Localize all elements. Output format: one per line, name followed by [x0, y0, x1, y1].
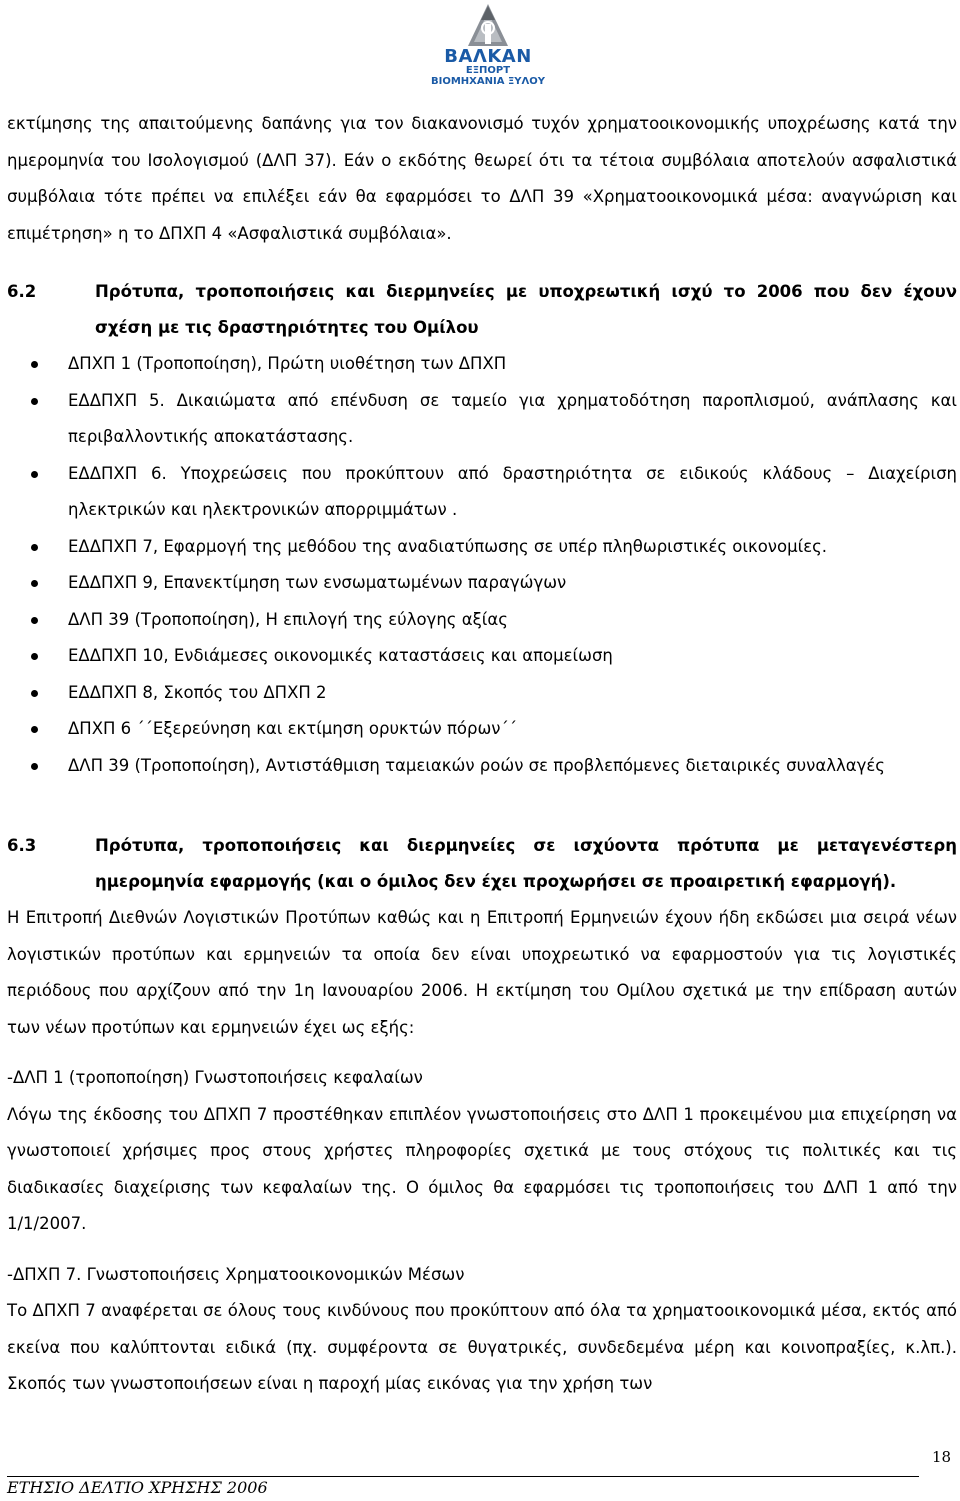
- ifrs7-heading: -ΔΠΧΠ 7. Γνωστοποιήσεις Χρηματοοικονομικών Μέσων: [7, 1264, 465, 1284]
- logo-sub-industry: ΒΙΟΜΗΧΑΝΙΑ ΞΥΛΟΥ: [431, 76, 545, 87]
- bullet-icon: [31, 580, 38, 587]
- bullet-icon: [31, 617, 38, 624]
- logo-sub-export: ΕΞΠΟΡΤ: [465, 65, 511, 76]
- bullet-icon: [31, 361, 38, 368]
- logo-subtitle: [428, 65, 548, 87]
- section-title: Πρότυπα, τροποποιήσεις και διερμηνείες με υποχρεωτική ισχύ το 2006 που δεν έχουν σχέση με τις δραστηριότητες του Ομίλου: [95, 282, 957, 337]
- ifrs7-paragraph: Το ΔΠΧΠ 7 αναφέρεται σε όλους τους κινδύνους που προκύπτουν από όλα τα χρηματοοικονομικά μέσα, εκτός από εκείνα που καλύπτονται ειδικά (πχ. συμφέροντα σε θυγατρικές, συνδεδεμένα μέρη και κοινοπραξίες, κ.λπ.). Σκοπός των γνωστοποιήσεων είναι η παροχή μίας εικόνας για την χρήση των: [7, 1301, 957, 1393]
- intro-paragraph: εκτίμησης της απαιτούμενης δαπάνης για τον διακανονισμό τυχόν χρηματοοικονομικής υποχρέωσης κατά την ημερομηνία του Ισολογισμού (ΔΛΠ 37). Εάν ο εκδότης θεωρεί ότι τα τέτοια συμβόλαια αποτελούν ασφαλιστικά συμβόλαια τότε πρέπει να επιλέξει εάν θα εφαρμόσει το ΔΛΠ 39 «Χρηματοοικονομικά μέσα: αναγνώριση και επιμέτρηση» η το ΔΠΧΠ 4 «Ασφαλιστικά συμβόλαια».: [7, 114, 957, 243]
- list-item: ΔΛΠ 39 (Τροποποίηση), Αντιστάθμιση ταμειακών ροών σε προβλεπόμενες διεταιρικές συναλλαγές: [7, 748, 957, 785]
- list-item: ΔΠΧΠ 6 ΄΄Εξερεύνηση και εκτίμηση ορυκτών πόρων΄΄: [7, 711, 957, 748]
- standards-list: [7, 346, 957, 784]
- section-number: 6.2: [7, 282, 37, 301]
- tree-logo-icon: [458, 2, 518, 48]
- footer-title: ΕΤΗΣΙΟ ΔΕΛΤΙΟ ΧΡΗΣΗΣ 2006: [7, 1478, 268, 1497]
- bullet-icon: [31, 763, 38, 770]
- page-body: [7, 106, 957, 1403]
- list-item: ΕΔΔΠΧΠ 7, Εφαρμογή της μεθόδου της αναδιατύπωσης σε υπέρ πληθωριστικές οικονομίες.: [7, 529, 957, 566]
- bullet-icon: [31, 471, 38, 478]
- logo-brand-name: ΒΑΛΚΑΝ: [444, 46, 532, 67]
- section-title: Πρότυπα, τροποποιήσεις και διερμηνείες σε ισχύοντα πρότυπα με μεταγενέστερη ημερομηνία εφαρμογής (και ο όμιλος δεν έχει προχωρήσει σε προαιρετική εφαρμογή).: [95, 836, 957, 891]
- page-number: 18: [932, 1448, 952, 1466]
- list-item: ΕΔΔΠΧΠ 10, Ενδιάμεσες οικονομικές καταστάσεις και απομείωση: [7, 638, 957, 675]
- list-item: ΕΔΔΠΧΠ 6. Υποχρεώσεις που προκύπτουν από δραστηριότητα σε ειδικούς κλάδους – Διαχείριση ηλεκτρικών και ηλεκτρονικών απορριμμάτων .: [7, 456, 957, 529]
- bullet-icon: [31, 690, 38, 697]
- section-number: 6.3: [7, 836, 37, 855]
- bullet-icon: [31, 544, 38, 551]
- ias1-paragraph: Λόγω της έκδοσης του ΔΠΧΠ 7 προστέθηκαν επιπλέον γνωστοποιήσεις στο ΔΛΠ 1 προκειμένου μια επιχείρηση να γνωστοποιεί χρήσιμες προς στους χρήστες πληροφορίες σχετικά με τους στόχους τις πολιτικές και τις διαδικασίες διαχείρισης των κεφαλαίων της. Ο όμιλος θα εφαρμόσει τις τροποποιήσεις του ΔΛΠ 1 από την 1/1/2007.: [7, 1104, 957, 1233]
- bullet-icon: [31, 653, 38, 660]
- section-6-3-heading: [7, 828, 957, 900]
- ias1-heading: -ΔΛΠ 1 (τροποποίηση) Γνωστοποιήσεις κεφαλαίων: [7, 1068, 423, 1087]
- list-item: ΔΠΧΠ 1 (Τροποποίηση), Πρώτη υιοθέτηση των ΔΠΧΠ: [7, 346, 957, 383]
- section-6-3-paragraph: Η Επιτροπή Διεθνών Λογιστικών Προτύπων καθώς και η Επιτροπή Ερμηνειών έχουν ήδη εκδώσει μια σειρά νέων λογιστικών προτύπων και ερμηνειών τα οποία δεν είναι υποχρεωτικό να εφαρμοστούν για τις λογιστικές περιόδους που αρχίζουν από την 1η Ιανουαρίου 2006. Η εκτίμηση του Ομίλου σχετικά με την επίδραση αυτών των νέων προτύπων και ερμηνειών έχει ως εξής:: [7, 908, 957, 1037]
- bullet-icon: [31, 398, 38, 405]
- list-item: ΕΔΔΠΧΠ 5. Δικαιώματα από επένδυση σε ταμείο για χρηματοδότηση παροπλισμού, ανάπλασης και περιβαλλοντικής αποκατάστασης.: [7, 383, 957, 456]
- section-6-2-heading: [7, 274, 957, 346]
- list-item: ΕΔΔΠΧΠ 8, Σκοπός του ΔΠΧΠ 2: [7, 675, 957, 712]
- list-item: ΔΛΠ 39 (Τροποποίηση), Η επιλογή της εύλογης αξίας: [7, 602, 957, 639]
- list-item: ΕΔΔΠΧΠ 9, Επανεκτίμηση των ενσωματωμένων παραγώγων: [7, 565, 957, 602]
- footer-divider: [7, 1476, 919, 1477]
- company-logo: [428, 2, 548, 86]
- bullet-icon: [31, 726, 38, 733]
